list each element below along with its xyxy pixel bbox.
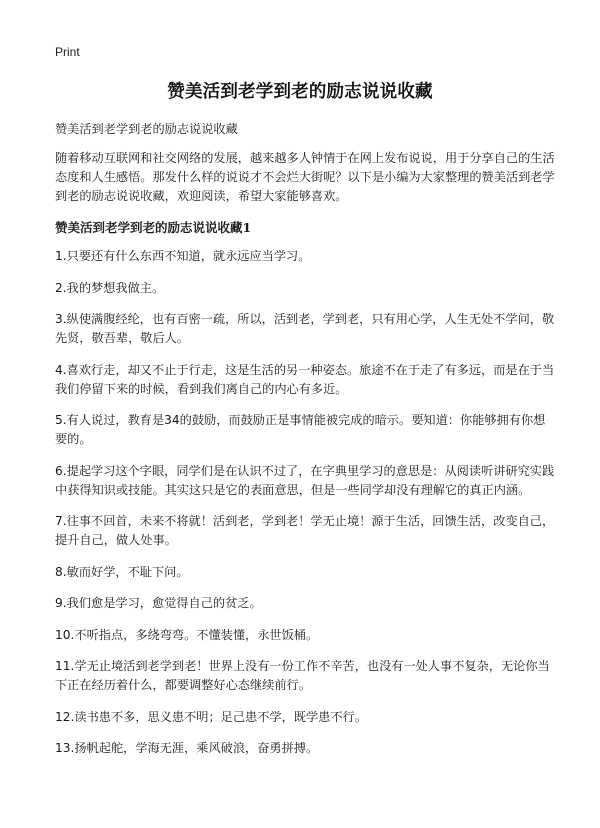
quote-item: 2.我的梦想我做主。 bbox=[55, 280, 165, 295]
print-label[interactable]: Print bbox=[55, 45, 80, 59]
quote-item: 4.喜欢行走，却又不止于行走，这是生活的另一种姿态。旅途不在于走了有多远，而是在于当我们停留下来的时候，看到我们离自己的内心有多近。 bbox=[55, 362, 555, 396]
document-title: 赞美活到老学到老的励志说说收藏 bbox=[167, 82, 433, 102]
section-heading: 赞美活到老学到老的励志说说收藏1 bbox=[55, 220, 252, 235]
document-body bbox=[55, 120, 555, 771]
quote-item: 10.不听指点，多绕弯弯。不懂装懂，永世饭桶。 bbox=[55, 627, 319, 642]
quote-item: 8.敏而好学，不耻下问。 bbox=[55, 564, 189, 579]
quote-item: 9.我们愈是学习，愈觉得自己的贫乏。 bbox=[55, 596, 262, 610]
quote-list bbox=[55, 247, 555, 758]
quote-item: 12.读书患不多，思义患不明；足己患不学，既学患不行。 bbox=[55, 709, 367, 724]
quote-item: 5.有人说过，教育是34的鼓励，而鼓励正是事情能被完成的暗示。要知道：你能够拥有你想要的。 bbox=[55, 413, 546, 446]
intro-paragraph: 随着移动互联网和社交网络的发展，越来越多人钟情于在网上发布说说，用于分享自己的生活态度和人生感悟。那发什么样的说说才不会烂大街呢？以下是小编为大家整理的赞美活到老学到老的励志说说收藏，欢迎阅读，希望大家能够喜欢。 bbox=[55, 151, 555, 203]
quote-item: 7.往事不回首，未来不将就！活到老，学到老！学无止境！源于生活，回馈生活，改变自己，提升自己，做人处事。 bbox=[55, 514, 555, 547]
document-subtitle: 赞美活到老学到老的励志说说收藏 bbox=[55, 122, 238, 136]
quote-item: 1.只要还有什么东西不知道，就永远应当学习。 bbox=[55, 249, 311, 263]
quote-item: 6.提起学习这个字眼，同学们是在认识不过了，在字典里学习的意思是：从阅读听讲研究实践中获得知识或技能。其实这只是它的表面意思，但是一些同学却没有理解它的真正内涵。 bbox=[55, 463, 555, 497]
quote-item: 11.学无止境活到老学到老！世界上没有一份工作不辛苦，也没有一处人事不复杂，无论你当下正在经历着什么，都要调整好心态继续前行。 bbox=[55, 659, 550, 692]
quote-item: 3.纵使满腹经纶，也有百密一疏，所以，活到老，学到老，只有用心学，人生无处不学问，敬先贤，敬吾辈，敬后人。 bbox=[55, 312, 555, 345]
quote-item: 13.扬帆起舵，学海无涯，乘风破浪，奋勇拼搏。 bbox=[55, 741, 319, 755]
